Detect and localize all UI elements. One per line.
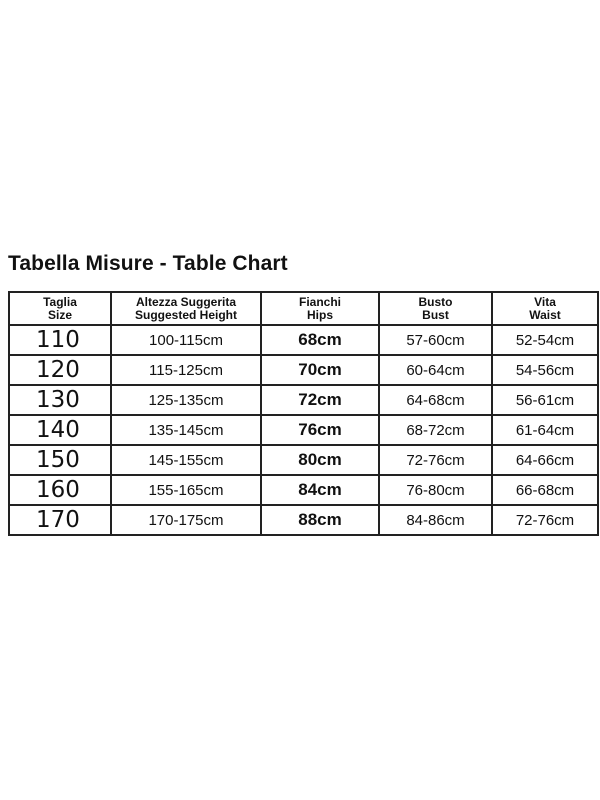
bust-cell: 76-80cm — [379, 475, 492, 505]
header-height-it: Altezza Suggerita — [135, 294, 237, 309]
header-hips-en: Hips — [306, 307, 333, 322]
table-row — [9, 475, 598, 505]
bust-cell: 68-72cm — [379, 415, 492, 445]
header-bust-it: Busto — [418, 294, 453, 309]
waist-cell: 72-76cm — [492, 505, 598, 535]
bust-cell: 64-68cm — [379, 385, 492, 415]
size-chart-table — [8, 291, 599, 536]
height-cell: 155-165cm — [111, 475, 261, 505]
size-cell: 160 — [9, 475, 111, 505]
header-row — [9, 292, 598, 325]
header-waist-it: Vita — [534, 294, 556, 309]
height-cell: 145-155cm — [111, 445, 261, 475]
table-row — [9, 505, 598, 535]
header-size-en: Size — [47, 307, 72, 322]
bust-cell: 60-64cm — [379, 355, 492, 385]
header-size-it: Taglia — [43, 294, 77, 309]
waist-cell: 54-56cm — [492, 355, 598, 385]
bust-cell: 84-86cm — [379, 505, 492, 535]
hips-cell: 68cm — [261, 325, 379, 355]
header-bust — [379, 292, 492, 325]
hips-cell: 88cm — [261, 505, 379, 535]
table-row — [9, 445, 598, 475]
header-waist — [492, 292, 598, 325]
waist-cell: 56-61cm — [492, 385, 598, 415]
header-waist-en: Waist — [529, 307, 561, 322]
size-cell: 170 — [9, 505, 111, 535]
size-cell: 110 — [9, 325, 111, 355]
size-cell: 150 — [9, 445, 111, 475]
hips-cell: 80cm — [261, 445, 379, 475]
header-size — [9, 292, 111, 325]
hips-cell: 72cm — [261, 385, 379, 415]
waist-cell: 64-66cm — [492, 445, 598, 475]
size-cell: 140 — [9, 415, 111, 445]
hips-cell: 70cm — [261, 355, 379, 385]
height-cell: 100-115cm — [111, 325, 261, 355]
waist-cell: 61-64cm — [492, 415, 598, 445]
hips-cell: 76cm — [261, 415, 379, 445]
waist-cell: 52-54cm — [492, 325, 598, 355]
waist-cell: 66-68cm — [492, 475, 598, 505]
header-hips-it: Fianchi — [298, 294, 341, 309]
table-row — [9, 385, 598, 415]
table-row — [9, 355, 598, 385]
height-cell: 115-125cm — [111, 355, 261, 385]
height-cell: 135-145cm — [111, 415, 261, 445]
bust-cell: 72-76cm — [379, 445, 492, 475]
table-row — [9, 325, 598, 355]
size-cell: 130 — [9, 385, 111, 415]
page-title: Tabella Misure - Table Chart — [8, 252, 288, 275]
table-row — [9, 415, 598, 445]
header-bust-en: Bust — [422, 307, 449, 322]
height-cell: 170-175cm — [111, 505, 261, 535]
header-height-en: Suggested Height — [134, 307, 237, 322]
hips-cell: 84cm — [261, 475, 379, 505]
size-cell: 120 — [9, 355, 111, 385]
bust-cell: 57-60cm — [379, 325, 492, 355]
table-body — [9, 325, 598, 535]
header-height — [111, 292, 261, 325]
table-header — [9, 292, 598, 325]
header-hips — [261, 292, 379, 325]
height-cell: 125-135cm — [111, 385, 261, 415]
